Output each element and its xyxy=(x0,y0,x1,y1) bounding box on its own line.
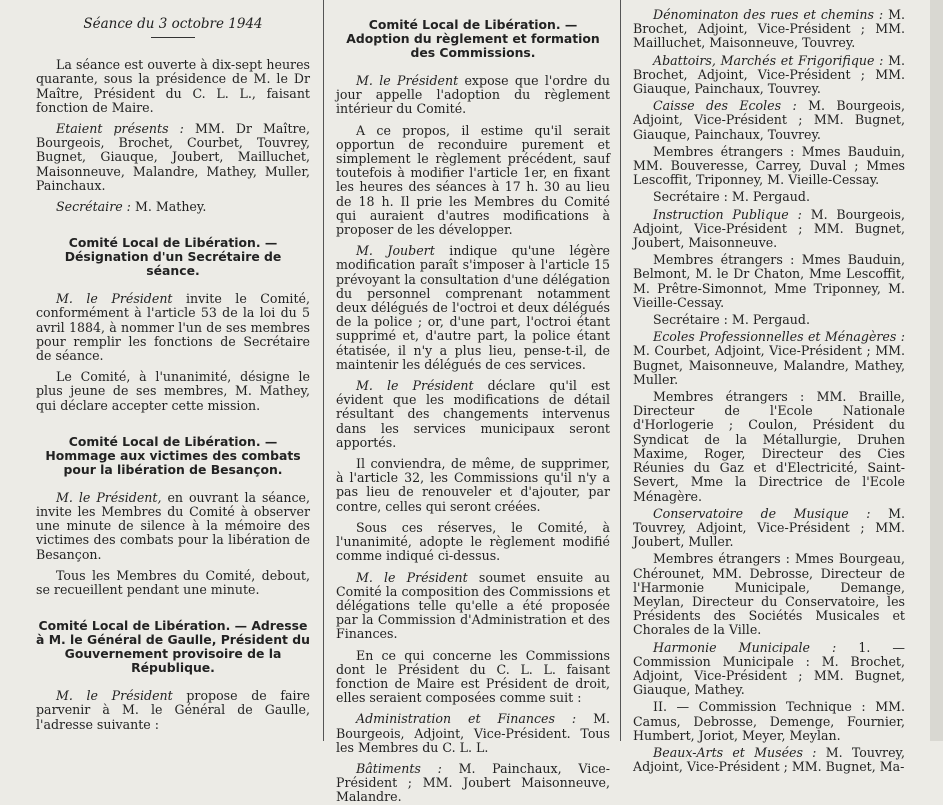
seance-title: Séance du 3 octobre 1944 xyxy=(83,16,263,32)
opening-paragraph: La séance est ouverte à dix-sept heures quarante, sous la présidence de M. le Dr Maître, Président du C. L. L., faisant fonction de Maire. xyxy=(36,57,310,115)
foreign-members: Membres étrangers : Mmes Bourgeau, Chérounet, MM. Debrosse, Directeur de l'Harmonie Municipale, Demange, Meylan, Directeur du Conservatoire, les Présidents des Sociétés Musicales et Chorales de la Ville. xyxy=(633,551,905,638)
secretary-line: Secrétaire : M. Pergaud. xyxy=(653,312,810,328)
secretary-label: Secrétaire : xyxy=(56,199,131,215)
column-divider-right xyxy=(620,0,621,741)
foreign-members: Membres étrangers : Mmes Bauduin, Belmont, M. le Dr Chaton, Mme Lescoffit, M. Prêtre-Simonnot, Mme Triponney, M. Vieille-Cessay. xyxy=(633,252,905,310)
section-heading-secretary: Comité Local de Libération. — Désignation d'un Secrétaire de séance. xyxy=(64,235,282,279)
commission-text: M. Touvrey, Adjoint, Vice-Président ; MM. Joubert, Muller. xyxy=(633,505,905,550)
commission-text: 1. — Commission Municipale : M. Brochet, Adjoint, Vice-Président ; MM. Bugnet, Giauque, Mathey. xyxy=(633,639,905,698)
column-left xyxy=(36,0,310,741)
paragraph-text: en ouvrant la séance, invite les Membres du Comité à observer une minute de silence à la mémoire des victimes des combats pour la libération de Besançon. xyxy=(36,489,310,562)
paragraph xyxy=(36,689,310,732)
commission-entry xyxy=(633,330,905,387)
commission-text: M. Courbet, Adjoint, Vice-Président ; MM. Bugnet, Maisonneuve, Malandre, Mathey, Muller. xyxy=(633,343,905,387)
commission-label: Dénominaton des rues et chemins : xyxy=(653,7,884,22)
speaker-label: M. le Président xyxy=(56,688,173,704)
foreign-members: Membres étrangers : MM. Braille, Directeur de l'Ecole Nationale d'Horlogerie ; Coulon, Président du Syndicat de la Métallurgie, Druhen Maxime, Roger, Directeur des Cies Réunies du Gaz et d'Electricité, Saint-Severt, Mme la Directrice de l'Ecole Ménagère. xyxy=(633,389,905,504)
commission-text: M. Brochet, Adjoint, Vice-Président ; MM. Giauque, Painchaux, Touvrey. xyxy=(633,52,905,97)
speaker-label: M. le Président xyxy=(356,73,459,88)
paragraph: Sous ces réserves, le Comité, à l'unanimité, adopte le règlement modifié comme indiqué ci-dessus. xyxy=(336,519,610,564)
foreign-members: Membres étrangers : Mmes Bauduin, MM. Bouveresse, Carrey, Duval ; Mmes Lescoffit, Triponney, M. Vieille-Cessay. xyxy=(633,143,905,188)
paragraph xyxy=(336,244,610,372)
paragraph: Il conviendra, de même, de supprimer, à l'article 32, les Commissions qu'il n'y a pas lieu de renouveler et d'ajouter, par contre, celles qui seront créées. xyxy=(336,456,610,514)
paragraph xyxy=(336,379,610,450)
commission-label: Beaux-Arts et Musées : xyxy=(653,744,817,760)
column-divider-left xyxy=(323,0,324,741)
paragraph: En ce qui concerne les Commissions dont le Président du C. L. L. faisant fonction de Maire est Président de droit, elles seraient composées comme suit : xyxy=(336,647,610,706)
paragraph-text: invite le Comité, conformément à l'article 53 de la loi du 5 avril 1884, à nommer l'un de ses membres pour remplir les fonctions de Secrétaire de séance. xyxy=(36,291,310,364)
page-edge xyxy=(930,0,943,741)
commission-entry xyxy=(633,54,905,97)
speaker-label: M. Joubert xyxy=(356,243,435,259)
paragraph: Le Comité, à l'unanimité, désigne le plus jeune de ses membres, M. Mathey, qui déclare accepter cette mission. xyxy=(36,369,310,413)
title-separator xyxy=(151,37,195,38)
speaker-label: M. le Président xyxy=(56,291,173,307)
section-heading-reglement: Comité Local de Libération. — Adoption du règlement et formation des Commissions. xyxy=(346,17,600,60)
commission-entry xyxy=(633,641,905,698)
speaker-label: M. le Président xyxy=(356,569,468,585)
paragraph xyxy=(336,571,610,642)
speaker-label: M. le Président xyxy=(356,378,474,394)
commission-text: M. Bourgeois, Adjoint, Vice-Président. Tous les Membres du C. L. L. xyxy=(336,711,610,755)
commission-text: M. Bourgeois, Adjoint, Vice-Président ; MM. Bugnet, Joubert, Maisonneuve. xyxy=(633,206,905,251)
paragraph xyxy=(36,292,310,363)
commission-label: Harmonie Municipale : xyxy=(653,639,837,655)
paragraph-text: indique qu'une légère modification paraît s'imposer à l'article 15 prévoyant la consultation d'une délégation du personnel comprenant notamment deux délégués de l'octroi et deux délégués de la police ; or, d'une part, l'octroi étant supprimé et, d'autre part, la police étant étatisée, il n'y a plus lieu, pense-t-il, de maintenir les délégués de ces services. xyxy=(336,243,610,372)
commission-entry xyxy=(633,99,905,142)
commission-entry xyxy=(633,208,905,251)
paragraph-text: expose que l'ordre du jour appelle l'adoption du règlement intérieur du Comité. xyxy=(336,73,610,117)
paragraph-text: soumet ensuite au Comité la composition des Commissions et délégations telle qu'elle a été proposée par la Commission d'Administration et des Finances. xyxy=(336,569,610,642)
secretary-text: M. Mathey. xyxy=(134,199,207,215)
commission-technique: II. — Commission Technique : MM. Camus, Debrosse, Demenge, Fournier, Humbert, Joriot, Meyer, Meylan. xyxy=(633,699,905,743)
paragraph-text: propose de faire parvenir à M. le Général de Gaulle, l'adresse suivante : xyxy=(36,688,310,732)
secretary-line: Secrétaire : M. Pergaud. xyxy=(653,189,810,205)
present-text: MM. Dr Maître, Bourgeois, Brochet, Courbet, Touvrey, Bugnet, Giauque, Joubert, Mailluchet, Maisonneuve, Malandre, Mathey, Muller, Painchaux. xyxy=(36,121,310,193)
commission-label: Administration et Finances : xyxy=(356,711,577,727)
commission-text: M. Bourgeois, Adjoint, Vice-Président ; MM. Bugnet, Giauque, Painchaux, Touvrey. xyxy=(633,98,905,142)
paragraph xyxy=(336,74,610,117)
paragraph xyxy=(36,491,310,562)
commission-label: Abattoirs, Marchés et Frigorifique : xyxy=(653,52,884,68)
present-label: Etaient présents : xyxy=(56,121,184,137)
commission-text: M. Touvrey, Adjoint, Vice-Président ; MM. Bugnet, Ma- xyxy=(633,744,905,775)
paragraph: Tous les Membres du Comité, debout, se recueillent pendant une minute. xyxy=(36,567,310,598)
present-paragraph xyxy=(36,122,310,193)
commission-label: Instruction Publique : xyxy=(653,206,802,222)
commission-entry xyxy=(336,762,610,805)
commission-label: Conservatoire de Musique : xyxy=(653,505,871,521)
paragraph: A ce propos, il estime qu'il serait opportun de reconduire purement et simplement le règlement précédent, sauf toutefois à modifier l'article 1er, en fixant les heures des séances à 17 h. 30 au lieu de 18 h. Il prie les Membres du Comité qui auraient d'autres modifications à proposer de les développer. xyxy=(336,122,610,238)
speaker-label: M. le Président, xyxy=(56,489,162,505)
commission-label: Ecoles Professionnelles et Ménagères : xyxy=(653,329,905,345)
commission-entry xyxy=(633,746,905,774)
commission-text: M. Brochet, Adjoint, Vice-Président ; MM. Mailluchet, Maisonneuve, Touvrey. xyxy=(633,7,905,51)
commission-label: Caisse des Ecoles : xyxy=(653,98,797,114)
commission-entry xyxy=(336,712,610,755)
commission-entry xyxy=(633,507,905,550)
section-heading-hommage: Comité Local de Libération. — Hommage aux victimes des combats pour la libération de Besançon. xyxy=(45,433,301,477)
commission-text: M. Painchaux, Vice-Président ; MM. Joubert Maisonneuve, Malandre. xyxy=(336,760,610,805)
commission-label: Bâtiments : xyxy=(356,760,442,776)
column-middle xyxy=(336,0,610,805)
column-right xyxy=(633,0,905,775)
secretary-paragraph xyxy=(36,200,310,214)
commission-entry xyxy=(633,8,905,51)
paragraph-text: déclare qu'il est évident que les modifications de détail résultant des changements intervenus dans les services municipaux seront apportés. xyxy=(336,378,610,450)
section-heading-adresse: Comité Local de Libération. — Adresse à M. le Général de Gaulle, Président du Gouvernement provisoire de la République. xyxy=(36,618,310,676)
